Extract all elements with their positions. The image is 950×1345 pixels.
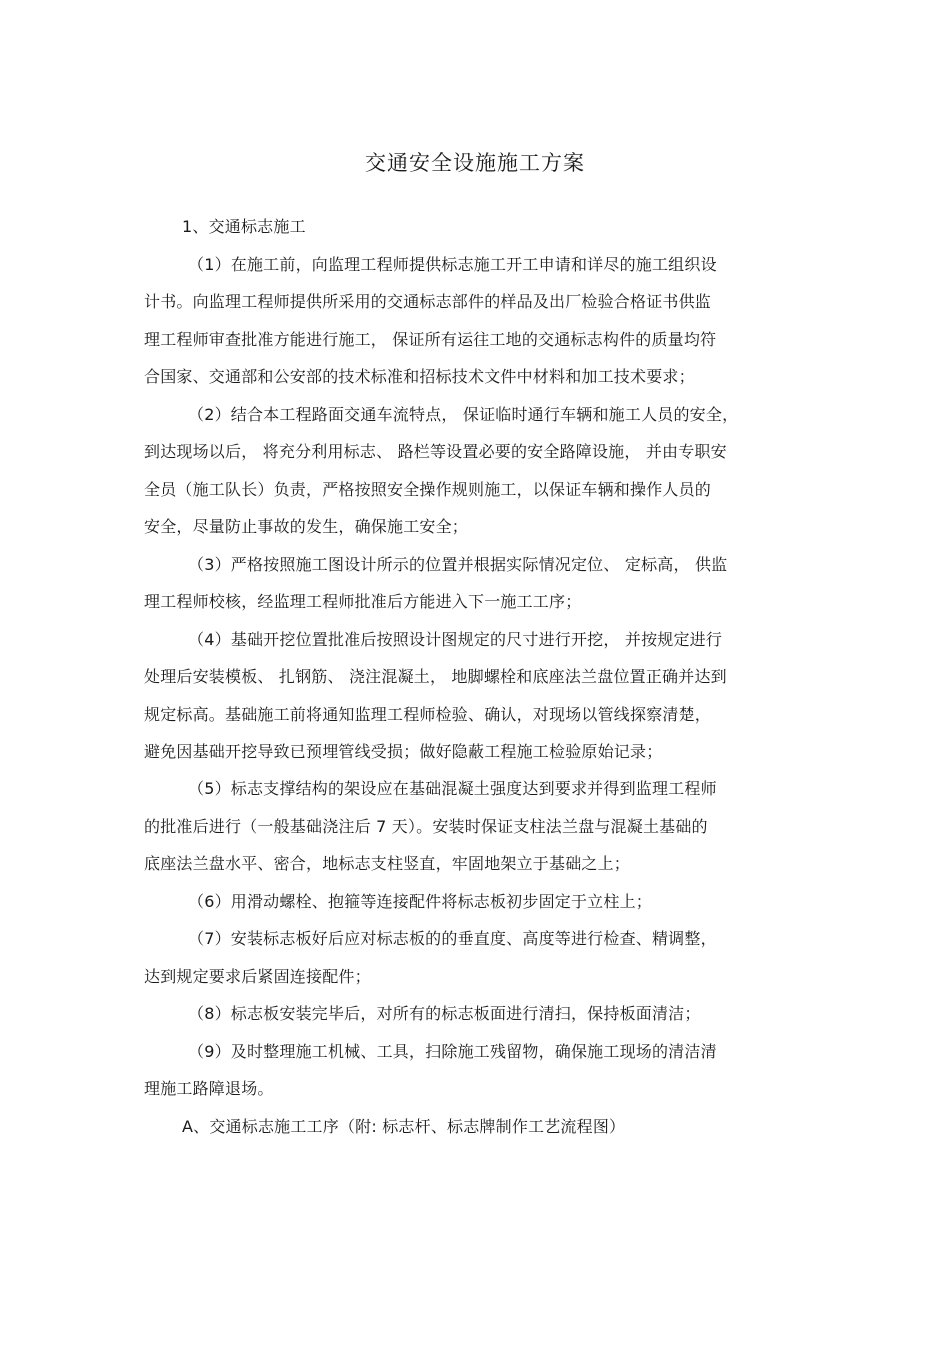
paragraph-line: （4）基础开挖位置批准后按照设计图规定的尺寸进行开挖， 并按规定进行 xyxy=(188,630,723,649)
paragraph-line: （7）安装标志板好后应对标志板的的垂直度、高度等进行检查、精调整， xyxy=(188,929,717,948)
paragraph-line: 理工程师审查批准方能进行施工， 保证所有运往工地的交通标志构件的质量均符 xyxy=(144,330,717,349)
paragraph-line: 达到规定要求后紧固连接配件； xyxy=(144,967,371,986)
paragraph-line: 规定标高。基础施工前将通知监理工程师检验、确认，对现场以管线探察清楚， xyxy=(144,705,712,724)
paragraph-line: （1）在施工前，向监理工程师提供标志施工开工申请和详尽的施工组织设 xyxy=(188,255,717,274)
paragraph-line: 安全，尽量防止事故的发生，确保施工安全； xyxy=(144,517,469,536)
paragraph-line: （3）严格按照施工图设计所示的位置并根据实际情况定位、 定标高， 供监 xyxy=(188,555,728,574)
paragraph-line: 到达现场以后， 将充分利用标志、 路栏等设置必要的安全路障设施， 并由专职安 xyxy=(144,442,727,461)
paragraph-line: 处理后安装模板、 扎钢筋、 浇注混凝土， 地脚螺栓和底座法兰盘位置正确并达到 xyxy=(144,667,727,686)
subsection-heading: A、交通标志施工工序（附: 标志杆、标志牌制作工艺流程图） xyxy=(182,1117,626,1136)
paragraph-line: （2）结合本工程路面交通车流特点， 保证临时通行车辆和施工人员的安全， xyxy=(188,405,739,424)
paragraph-line: 的批准后进行（一般基础浇注后 7 天）。安装时保证支柱法兰盘与混凝土基础的 xyxy=(144,817,708,836)
document-title: 交通安全设施施工方案 xyxy=(365,151,585,175)
paragraph-line: 底座法兰盘水平、密合，地标志支柱竖直，牢固地架立于基础之上； xyxy=(144,854,631,873)
section-heading: 1、交通标志施工 xyxy=(182,217,306,236)
paragraph-line: 理工程师校核，经监理工程师批准后方能进入下一施工工序； xyxy=(144,592,582,611)
paragraph-line: 合国家、交通部和公安部的技术标准和招标技术文件中材料和加工技术要求； xyxy=(144,367,695,386)
paragraph-line: （5）标志支撑结构的架设应在基础混凝土强度达到要求并得到监理工程师 xyxy=(188,779,717,798)
paragraph-line: 计书。向监理工程师提供所采用的交通标志部件的样品及出厂检验合格证书供监 xyxy=(144,292,712,311)
paragraph-line: （8）标志板安装完毕后，对所有的标志板面进行清扫，保持板面清洁； xyxy=(188,1004,701,1023)
paragraph-line: 全员（施工队长）负责，严格按照安全操作规则施工，以保证车辆和操作人员的 xyxy=(144,480,712,499)
paragraph-line: （6）用滑动螺栓、抱箍等连接配件将标志板初步固定于立柱上； xyxy=(188,892,652,911)
paragraph-line: 避免因基础开挖导致已预埋管线受损；做好隐蔽工程施工检验原始记录； xyxy=(144,742,663,761)
paragraph-line: （9）及时整理施工机械、工具，扫除施工残留物，确保施工现场的清洁清 xyxy=(188,1042,717,1061)
paragraph-line: 理施工路障退场。 xyxy=(144,1079,274,1098)
